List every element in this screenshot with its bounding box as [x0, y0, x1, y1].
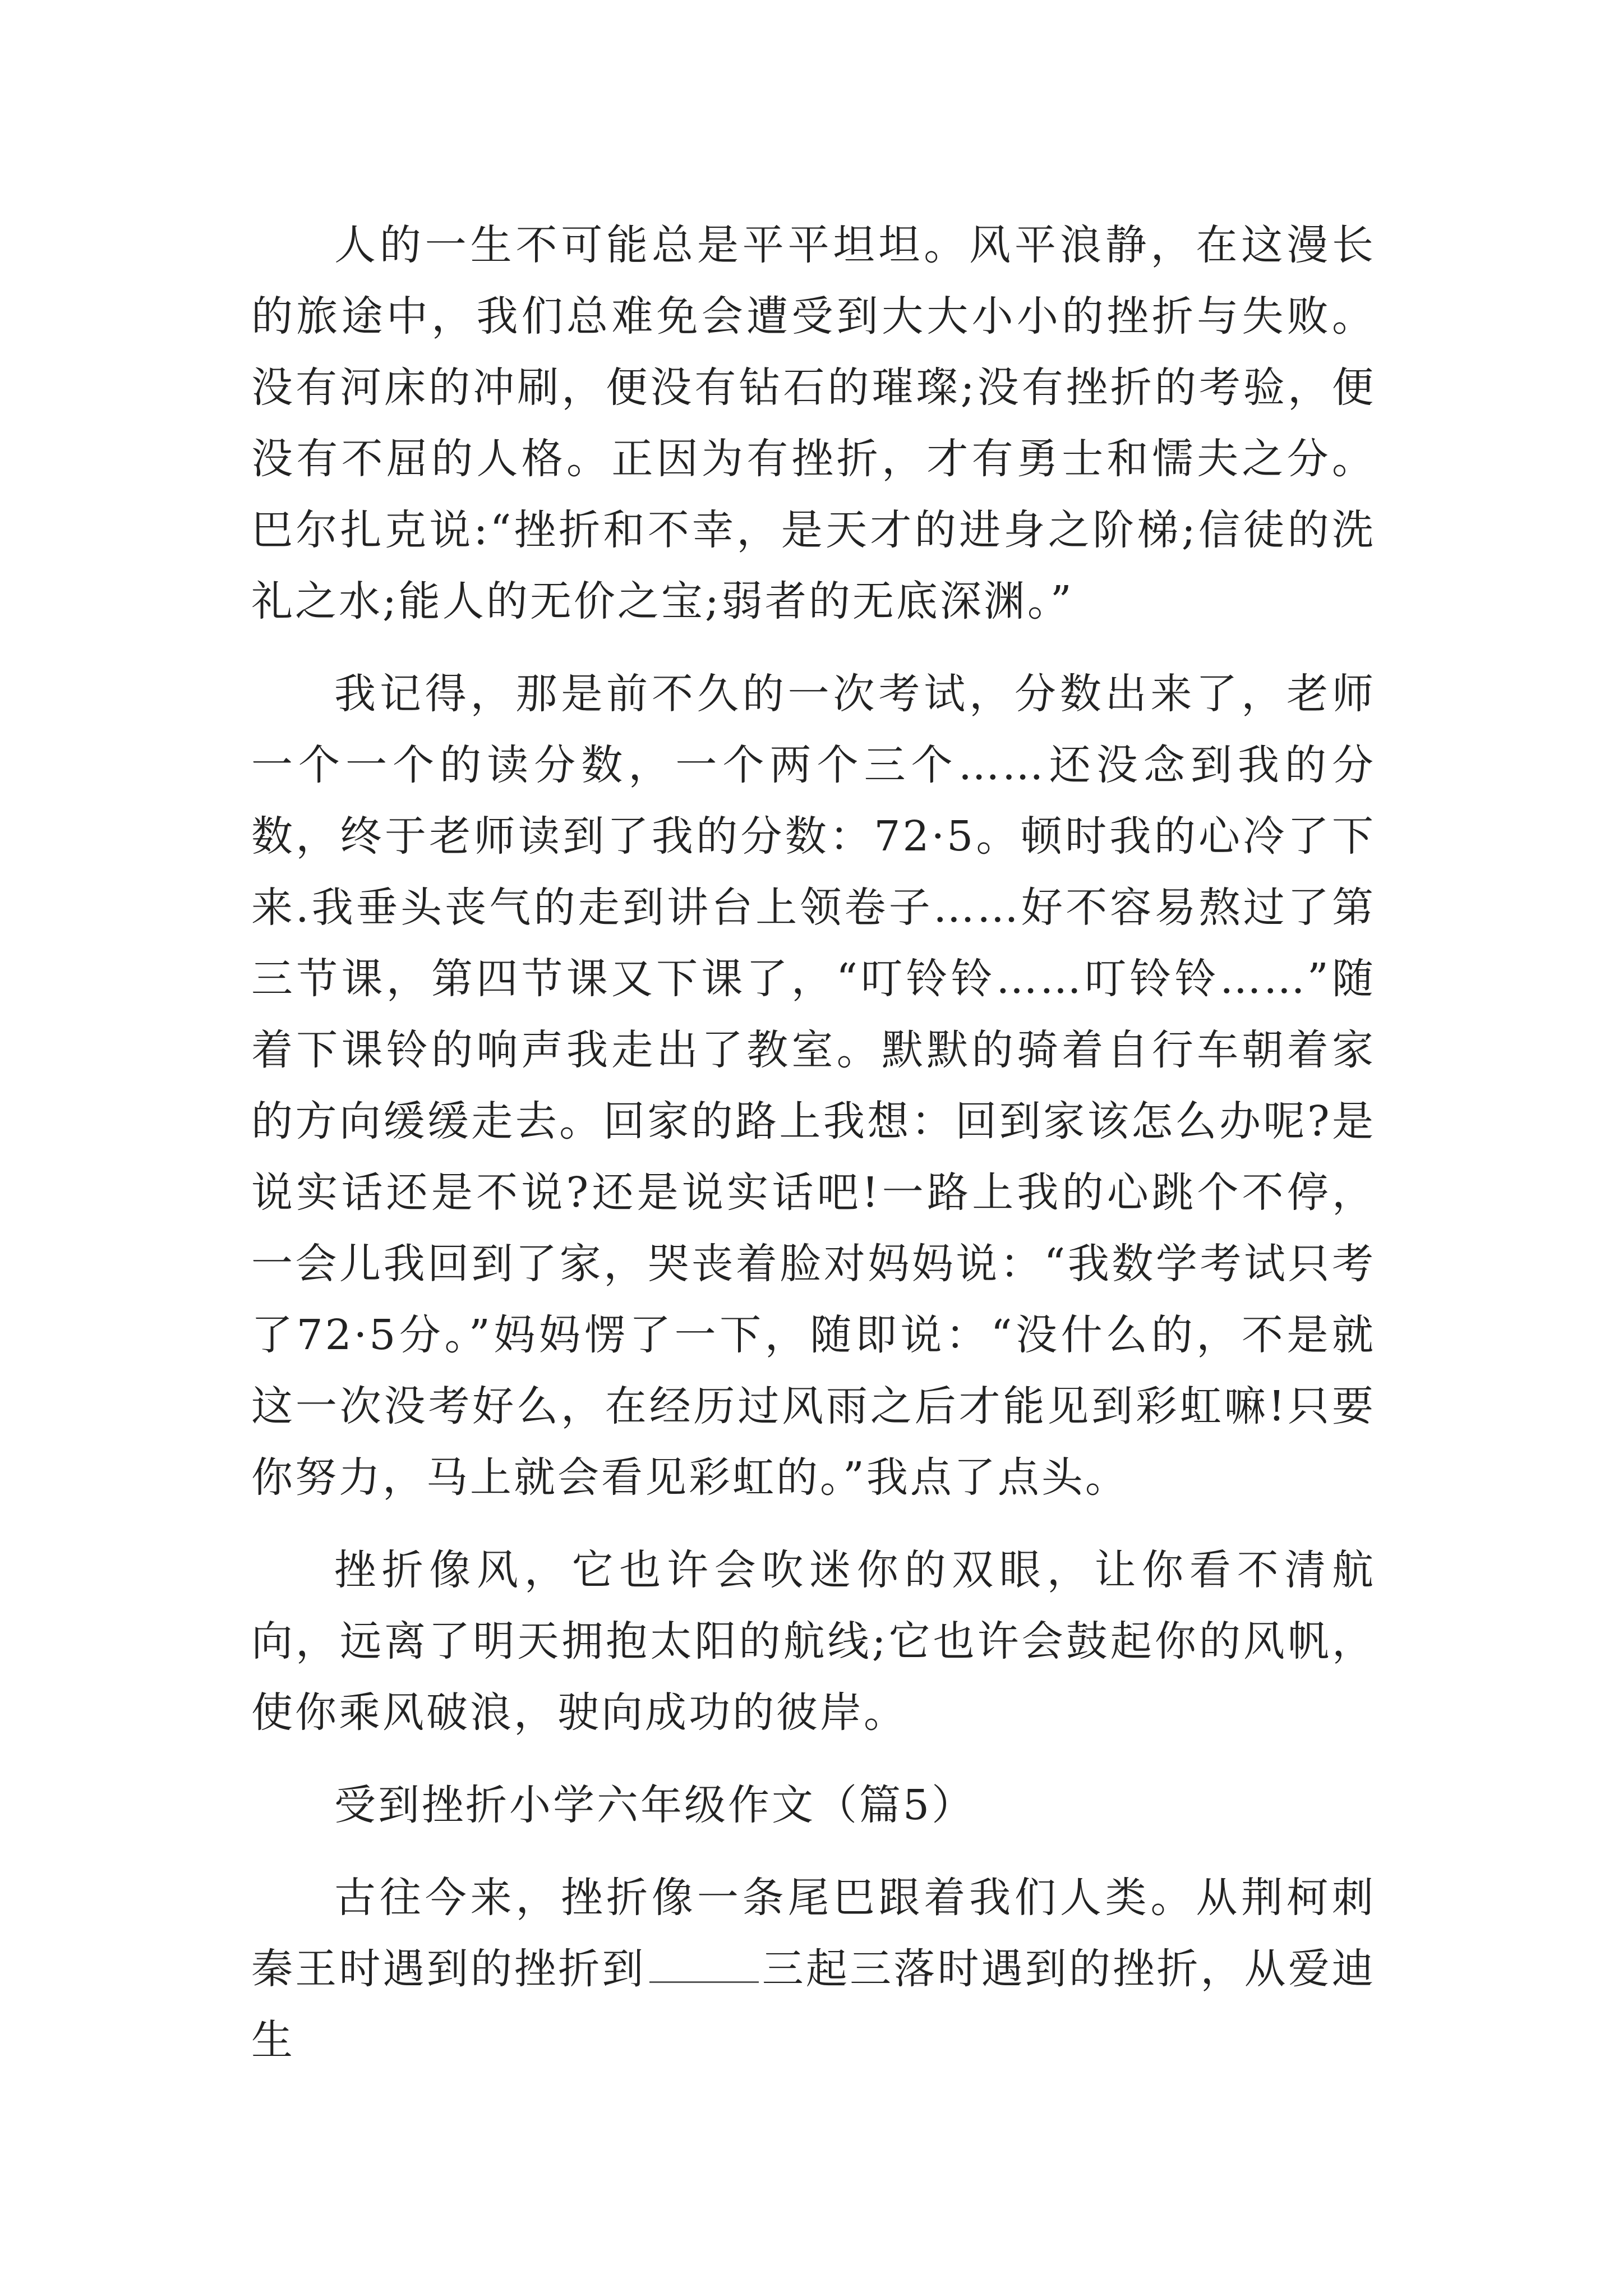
paragraph-setback-wind: 挫折像风，它也许会吹迷你的双眼，让你看不清航向，远离了明天拥抱太阳的航线;它也许会鼓起你的风帆，使你乘风破浪，驶向成功的彼岸。 — [251, 1546, 1376, 1737]
text-after-blank: 三起三落时遇到的挫折，从爱迪生 — [251, 1945, 1376, 2064]
fill-in-blank — [649, 1948, 759, 1983]
document-body — [251, 210, 1376, 2097]
section-heading: 受到挫折小学六年级作文（篇5） — [334, 1781, 976, 1829]
paragraph-history-setbacks — [251, 1862, 1376, 2076]
paragraph-exam-story: 我记得，那是前不久的一次考试，分数出来了，老师一个一个的读分数，一个两个三个……还没念到我的分数，终于老师读到了我的分数：72·5。顿时我的心冷了下来.我垂头丧气的走到讲台上领卷子……好不容易熬过了第三节课，第四节课又下课了，“叮铃铃……叮铃铃……”随着下课铃的响声我走出了教室。默默的骑着自行车朝着家的方向缓缓走去。回家的路上我想：回到家该怎么办呢?是说实话还是不说?还是说实话吧!一路上我的心跳个不停，一会儿我回到了家，哭丧着脸对妈妈说：“我数学考试只考了72·5分。”妈妈愣了一下，随即说：“没什么的，不是就这一次没考好么，在经历过风雨之后才能见到彩虹嘛!只要你努力，马上就会看见彩虹的。”我点了点头。 — [251, 670, 1376, 1502]
paragraph-balzac-quote: 人的一生不可能总是平平坦坦。风平浪静，在这漫长的旅途中，我们总难免会遭受到大大小小的挫折与失败。没有河床的冲刷，便没有钻石的璀璨;没有挫折的考验，便没有不屈的人格。正因为有挫折，才有勇士和懦夫之分。巴尔扎克说:“挫折和不幸，是天才的进身之阶梯;信徒的洗礼之水;能人的无价之宝;弱者的无底深渊。” — [251, 221, 1376, 625]
text-before-blank: 古往今来，挫折像一条尾巴跟着我们人类。从荆柯刺秦王时遇到的挫折到 — [251, 1874, 1376, 1993]
